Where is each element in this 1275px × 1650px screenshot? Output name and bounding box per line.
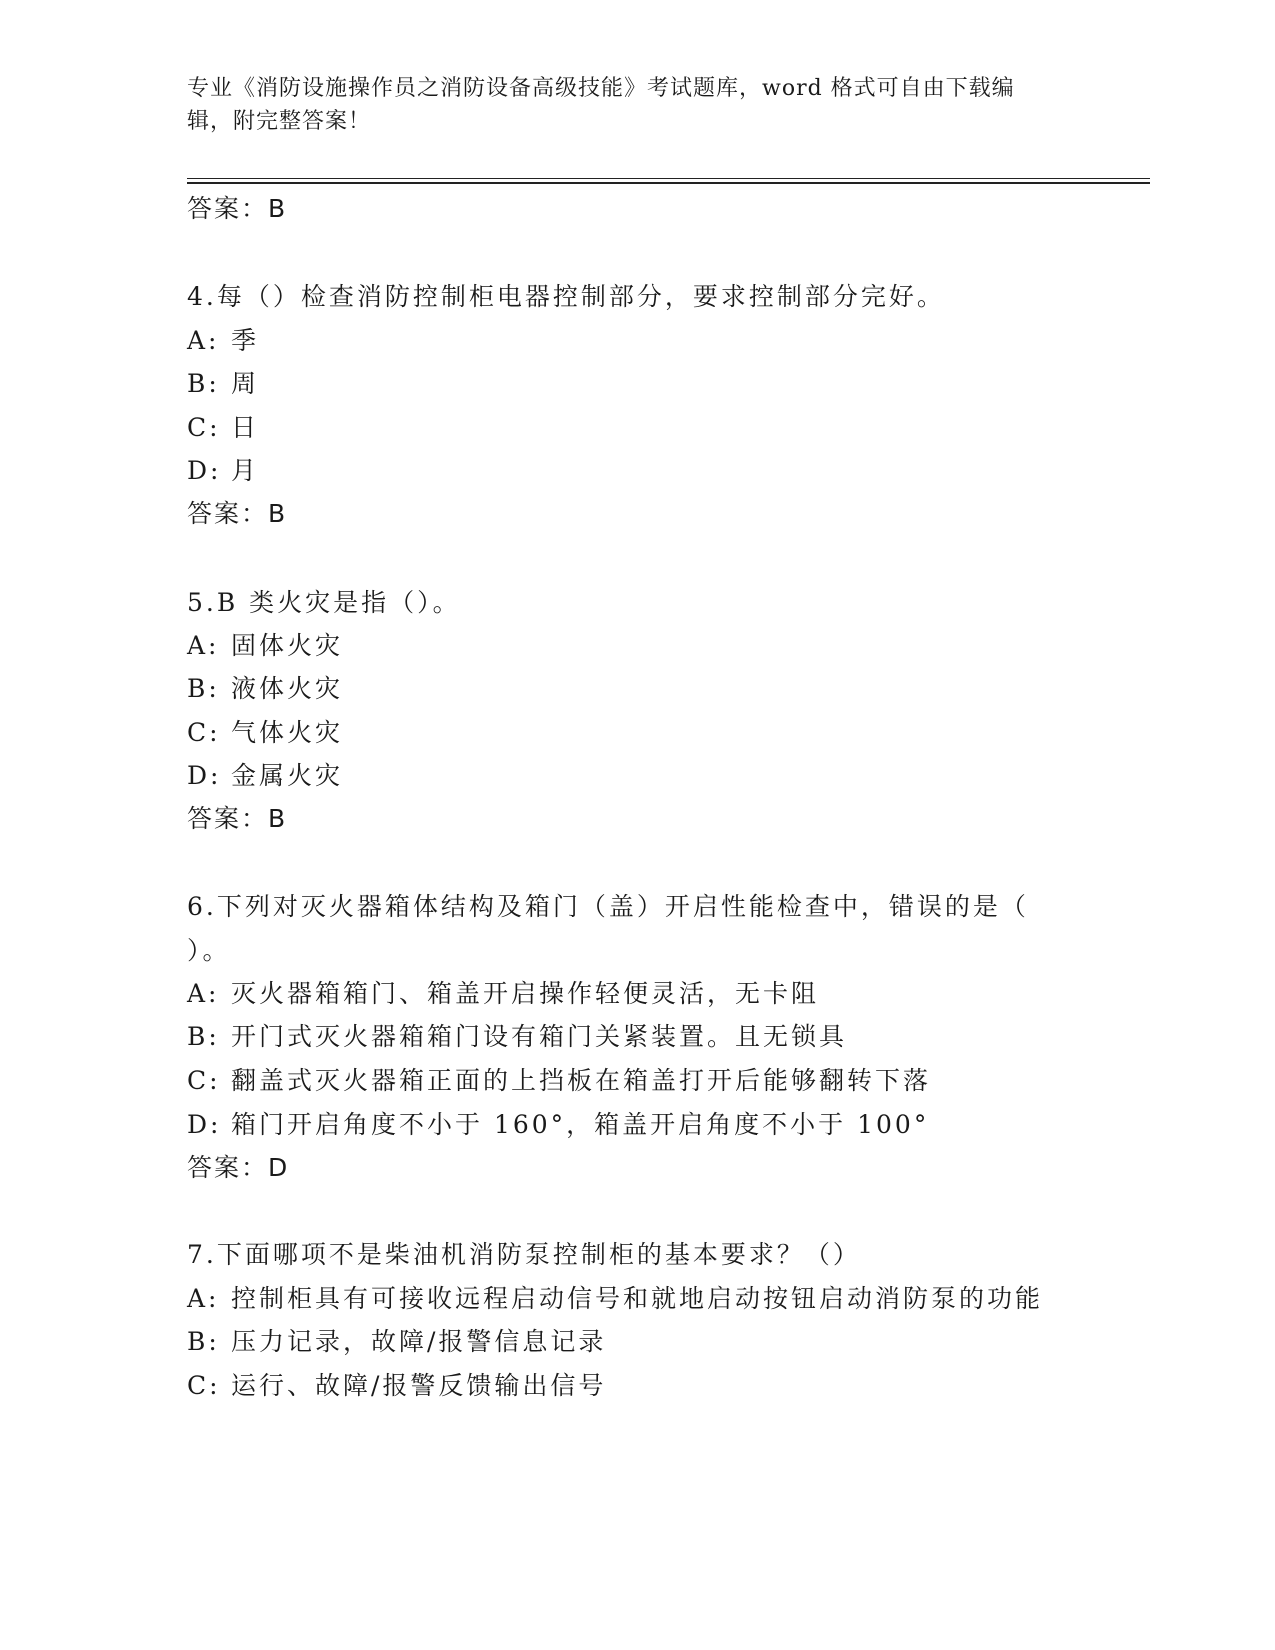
question-6-answer: 答案：D <box>187 1153 290 1182</box>
header-divider-thick <box>187 182 1150 184</box>
header-line-1: 专业《消防设施操作员之消防设备高级技能》考试题库，word 格式可自由下载编 <box>187 76 1015 101</box>
question-5-option-b <box>187 672 343 706</box>
option-text: 压力记录，故障/报警信息记录 <box>231 1327 607 1356</box>
question-4-option-c <box>187 411 259 445</box>
option-text: 周 <box>231 369 260 398</box>
option-label: A: <box>187 326 220 355</box>
option-text: 运行、故障/报警反馈输出信号 <box>231 1371 607 1400</box>
question-6-option-d <box>187 1108 929 1142</box>
option-label: C: <box>187 1371 221 1400</box>
question-7-option-b <box>187 1325 606 1359</box>
question-6-option-c <box>187 1064 931 1098</box>
header-divider-thin <box>187 178 1150 179</box>
document-header <box>187 72 1067 138</box>
option-label: C: <box>187 413 221 442</box>
question-5-option-d <box>187 759 343 793</box>
option-text: 液体火灾 <box>231 674 344 703</box>
question-7-stem: 7.下面哪项不是柴油机消防泵控制柜的基本要求？（） <box>187 1240 861 1269</box>
question-4-option-b <box>187 367 259 401</box>
question-6-stem-continued: ）。 <box>187 936 231 965</box>
option-label: C: <box>187 1066 221 1095</box>
header-line-2: 辑，附完整答案！ <box>187 109 372 134</box>
option-text: 固体火灾 <box>231 631 344 660</box>
option-label: B: <box>187 1022 220 1051</box>
question-6-option-b <box>187 1020 847 1054</box>
answer-line: 答案：B <box>187 194 288 223</box>
option-label: A: <box>187 1284 220 1313</box>
option-text: 气体火灾 <box>231 718 344 747</box>
question-5-stem: 5.B 类火灾是指（）。 <box>187 588 461 617</box>
question-5-option-a <box>187 629 343 663</box>
question-5-answer: 答案：B <box>187 804 288 833</box>
option-text: 日 <box>231 413 260 442</box>
question-7-option-c <box>187 1369 606 1403</box>
option-text: 月 <box>231 456 260 485</box>
option-text: 金属火灾 <box>231 761 344 790</box>
question-7-option-a <box>187 1282 1043 1316</box>
option-text: 灭火器箱箱门、箱盖开启操作轻便灵活，无卡阻 <box>231 979 820 1008</box>
question-5-option-c <box>187 716 343 750</box>
option-label: C: <box>187 718 221 747</box>
option-label: B: <box>187 369 220 398</box>
question-4-stem: 4.每（）检查消防控制柜电器控制部分，要求控制部分完好。 <box>187 282 945 311</box>
question-4-option-d <box>187 454 259 488</box>
option-label: B: <box>187 1327 220 1356</box>
question-4-answer: 答案：B <box>187 499 288 528</box>
option-text: 翻盖式灭火器箱正面的上挡板在箱盖打开后能够翻转下落 <box>231 1066 932 1095</box>
option-label: D: <box>187 456 222 485</box>
question-6-option-a <box>187 977 819 1011</box>
question-4-option-a <box>187 324 259 358</box>
option-text: 控制柜具有可接收远程启动信号和就地启动按钮启动消防泵的功能 <box>231 1284 1044 1313</box>
option-text: 季 <box>231 326 260 355</box>
option-label: B: <box>187 674 220 703</box>
option-label: A: <box>187 979 220 1008</box>
option-label: D: <box>187 761 222 790</box>
question-6-stem: 6.下列对灭火器箱体结构及箱门（盖）开启性能检查中，错误的是（ <box>187 892 1029 921</box>
option-text: 箱门开启角度不小于 160°，箱盖开启角度不小于 100° <box>231 1110 930 1139</box>
option-label: A: <box>187 631 220 660</box>
option-label: D: <box>187 1110 222 1139</box>
option-text: 开门式灭火器箱箱门设有箱门关紧装置。且无锁具 <box>231 1022 848 1051</box>
